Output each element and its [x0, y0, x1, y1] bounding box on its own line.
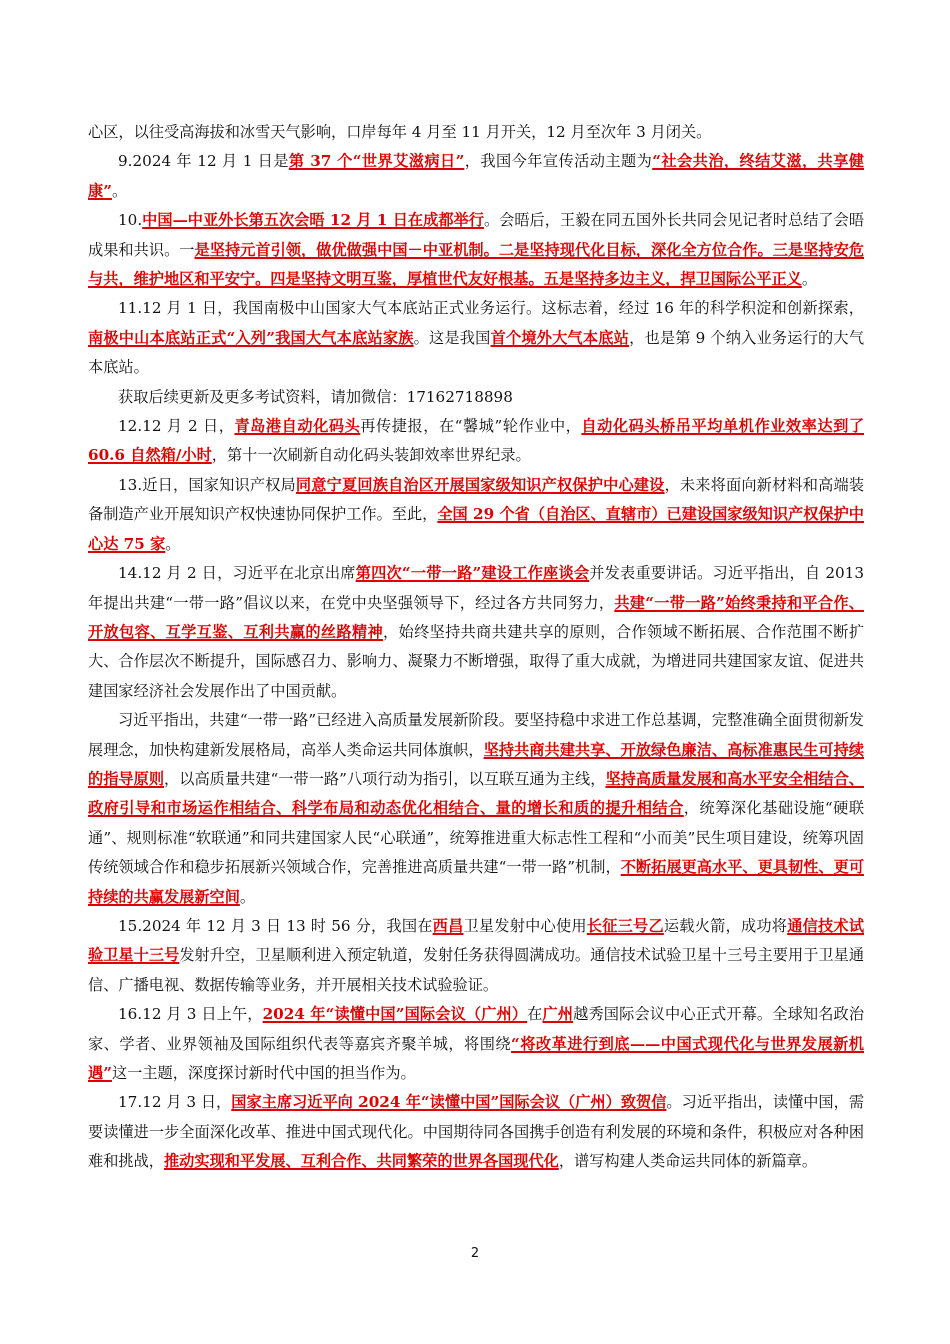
document-body: [88, 118, 864, 1177]
body-text: ，未来将面向新材料和高端装备制造产业开展知识产权快速协同保护工作。至此，: [88, 475, 865, 524]
body-text: 。: [801, 270, 817, 289]
paragraph-p13: [88, 471, 864, 559]
body-text: ，也是第 9 个纳入业务运行的大气本底站。: [88, 328, 865, 377]
body-text: 。这是我国: [413, 328, 491, 347]
body-text: 17.12 月 3 日，: [118, 1093, 232, 1112]
highlighted-text: 2024 年“读懂中国”国际会议（广州）: [262, 1005, 528, 1024]
highlighted-text: 第 37 个“世界艾滋病日”: [288, 152, 465, 171]
body-text: 在: [527, 1005, 543, 1024]
highlighted-text: 自动化码头桥吊平均单机作业效率达到了 60.6 自然箱/小时: [88, 417, 865, 465]
highlighted-text: 西昌: [432, 916, 464, 935]
body-text: 。: [165, 534, 181, 553]
highlighted-text: 首个境外大气本底站: [490, 328, 630, 347]
highlighted-text: 同意宁夏回族自治区开展国家级知识产权保护中心建设: [295, 475, 665, 494]
body-text: 15.2024 年 12 月 3 日 13 时 56 分，我国在: [118, 916, 433, 935]
highlighted-text: 长征三号乙: [586, 916, 664, 935]
body-text: ，谱写构建人类命运共同体的新篇章。: [558, 1152, 817, 1171]
body-text: 。习近平指出，读懂中国，需要读懂进一步全面深化改革、推进中国式现代化。中国期待同各国携手创造有利发展的环境和条件，积极应对各种困难和挑战，: [88, 1093, 865, 1171]
paragraph-p14: [88, 559, 864, 706]
paragraph-p12: [88, 412, 864, 471]
paragraph-p10: [88, 206, 864, 294]
body-text: ，我国今年宣传活动主题为: [464, 152, 653, 171]
body-text: 卫星发射中心使用: [463, 916, 587, 935]
highlighted-text: 国家主席习近平向 2024 年“读懂中国”国际会议（广州）致贺信: [231, 1093, 667, 1112]
body-text: 。: [111, 181, 128, 200]
contact-line: [88, 383, 864, 412]
body-text: ，以高质量共建“一带一路”八项行动为指引，以互联互通为主线，: [164, 769, 606, 788]
highlighted-text: 坚持共商共建共享、开放绿色廉洁、高标准惠民生可持续的指导原则: [88, 740, 865, 788]
highlighted-text: 通信技术试验卫星十三号: [88, 916, 865, 965]
body-text: 11.12 月 1 日，我国南极中山国家大气本底站正式业务运行。这标志着，经过 16 年的科学积淀和创新探索，: [118, 299, 864, 318]
highlighted-text: 南极中山本底站正式“入列”我国大气本底站家族: [88, 328, 414, 347]
body-text: 并发表重要讲话。习近平指出，自 2013 年提出共建“一带一路”倡议以来，在党中央坚强领导下，经过各方共同努力，: [88, 564, 864, 612]
paragraph-p15: [88, 912, 864, 1000]
body-text: 再传捷报，在“馨城”轮作业中，: [360, 417, 582, 436]
body-text: ，第十一次刷新自动化码头装卸效率世界纪录。: [211, 446, 531, 465]
highlighted-text: 共建“一带一路”始终秉持和平合作、开放包容、互学互鉴、互利共赢的丝路精神: [88, 593, 864, 641]
highlighted-text: 全国 29 个省（自治区、直辖市）已建设国家级知识产权保护中心达 75 家: [88, 505, 864, 553]
body-text: ，统筹深化基础设施“硬联通”、规则标准“软联通”和同共建国家人民“心联通”，统筹推进重大标志性工程和“小而美”民生项目建设，统筹巩固传统领域合作和稳步拓展新兴领域合作，完善推进高质量共建“一带一路”机制，: [88, 799, 865, 877]
body-text: 越秀国际会议中心正式开幕。全球知名政治家、学者、业界领袖及国际组织代表等嘉宾齐聚羊城，将围绕: [88, 1005, 865, 1053]
highlighted-text: “将改革进行到底——中国式现代化与世界发展新机遇”: [88, 1034, 864, 1082]
paragraph-p11: [88, 294, 864, 382]
highlighted-text: 是坚持元首引领，做优做强中国－中亚机制。二是坚持现代化目标，深化全方位合作。三是坚持安危与共，维护地区和平安宁。四是坚持文明互鉴，厚植世代友好根基。五是坚持多边主义，捍卫国际公平正义: [88, 240, 865, 289]
body-text: 13.近日，国家知识产权局: [118, 475, 296, 494]
body-text: 这一主题，深度探讨新时代中国的担当作为。: [111, 1064, 416, 1082]
body-text: 16.12 月 3 日上午，: [118, 1005, 263, 1024]
highlighted-text: 青岛港自动化码头: [234, 417, 361, 436]
highlighted-text: 中国—中亚外长第五次会晤 12 月 1 日在成都举行: [142, 211, 484, 230]
body-text: 10.: [118, 211, 143, 230]
body-text: 12.12 月 2 日，: [118, 417, 235, 436]
body-text: 习近平指出，共建“一带一路”已经进入高质量发展新阶段。要坚持稳中求进工作总基调，完整准确全面贯彻新发展理念，加快构建新发展格局，高举人类命运共同体旗帜，: [88, 711, 864, 759]
paragraph-p9: [88, 147, 864, 206]
highlighted-text: 推动实现和平发展、互利合作、共同繁荣的世界各国现代化: [163, 1152, 559, 1171]
highlighted-text: 广州: [542, 1005, 574, 1024]
body-text: 9.2024 年 12 月 1 日是: [118, 152, 289, 171]
body-text: 获取后续更新及更多考试资料，请加微信：17162718898: [118, 387, 513, 406]
highlighted-text: 第四次“一带一路”建设工作座谈会: [355, 564, 590, 583]
body-text: ，始终坚持共商共建共享的原则，合作领域不断拓展、合作范围不断扩大、合作层次不断提升，国际感召力、影响力、凝聚力不断增强，取得了重大成就，为增进同共建国家友谊、促进共建国家经济社会发展作出了中国贡献。: [88, 622, 865, 700]
paragraph-p17: [88, 1088, 864, 1176]
highlighted-text: 不断拓展更高水平、更具韧性、更可持续的共赢发展新空间: [88, 858, 865, 906]
body-text: 发射升空，卫星顺利进入预定轨道，发射任务获得圆满成功。通信技术试验卫星十三号主要用于卫星通信、广播电视、数据传输等业务，并开展相关技术试验验证。: [88, 946, 865, 994]
body-text: 。: [239, 887, 256, 906]
body-text: 。会晤后，王毅在同五国外长共同会见记者时总结了会晤成果和共识。一: [88, 211, 865, 259]
body-text: 运载火箭，成功将: [663, 916, 788, 935]
body-text: 14.12 月 2 日，习近平在北京出席: [118, 564, 356, 583]
highlighted-text: “社会共治，终结艾滋，共享健康”: [88, 152, 864, 200]
paragraph-p16: [88, 1000, 864, 1088]
highlighted-text: 坚持高质量发展和高水平安全相结合、政府引导和市场运作相结合、科学布局和动态优化相结合、量的增长和质的提升相结合: [88, 769, 864, 818]
paragraph-p14b: [88, 706, 864, 912]
page-number: 2: [470, 1246, 480, 1261]
body-text: 心区，以往受高海拔和冰雪天气影响，口岸每年 4 月至 11 月开关，12 月至次年 3 月闭关。: [88, 123, 712, 141]
paragraph-p0: [88, 118, 864, 147]
